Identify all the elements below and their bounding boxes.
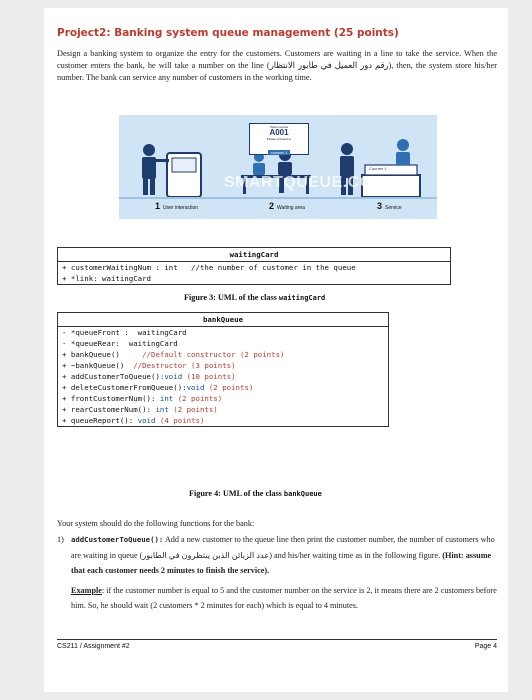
uml-row: - *queueRear: waitingCard: [62, 339, 178, 348]
uml-row: + frontCustomerNum(): int (2 points): [62, 394, 223, 403]
uml-row: + bankQueue() //Default constructor (2 points): [62, 350, 285, 359]
uml-class-name: waitingCard: [58, 248, 450, 262]
queue-illustration: [119, 115, 437, 219]
uml-row: + rearCustomerNum(): int (2 points): [62, 405, 218, 414]
uml-waitingcard: [57, 247, 451, 285]
arabic-term: رقم دور العميل في طابور الانتظار: [269, 61, 389, 70]
uml-row: + addCustomerToQueue():void (10 points): [62, 372, 236, 381]
uml-class-name: bankQueue: [58, 313, 388, 327]
figure-4-caption: Figure 4: UML of the class bankQueue: [189, 489, 322, 498]
ticket-display: Ticket number A001 Please proceed to counter 1: [249, 123, 309, 155]
step-1-label: 1 User interaction: [155, 201, 199, 211]
intro-paragraph: Design a banking system to organize the entry for the customers. Customers are waiting in a line to take the service. When the customer enters the bank, he will take a number on the line (رقم دور العميل في طابور الانتظار), then, the system store his/her number. The bank can service any number of customers in the working time.: [57, 49, 497, 82]
uml-row: - *queueFront : waitingCard: [62, 328, 187, 337]
uml-row: + ~bankQueue() //Destructor (3 points): [62, 361, 236, 370]
functions-intro: Your system should do the following functions for the bank:: [57, 519, 255, 528]
uml-row: + *link: waitingCard: [62, 274, 151, 283]
project-title: Project2: Banking system queue management (25 points): [57, 27, 399, 39]
step-2-label: 2 Waiting area: [269, 201, 305, 211]
uml-row: + customerWaitingNum : int //the number of customer in the queue: [62, 263, 356, 272]
watermark: SMARTQUEUE.COM.AU: [224, 174, 416, 191]
course-label: CS211 / Assignment #2: [57, 643, 130, 650]
arabic-term: عدد الزبائن الذين ينتظرون في الطابور: [142, 550, 270, 560]
uml-bankqueue: [57, 312, 389, 427]
figure-3-caption: Figure 3: UML of the class waitingCard: [184, 293, 326, 302]
page-number: Page 4: [474, 643, 497, 650]
function-item-1: 1) addCustomerToQueue(): Add a new customer to the queue line then print the customer number, the number of customers who are waiting in queue (عدد الزبائن الذين ينتظرون في الطابور) and his/her waiting time as in the following figure. (Hint: assume that each customer needs 2 minutes to finish the service). Example: if the customer number is equal to 5 and the customer number on the service is 2, it means there are 2 customers before him. So, he should wait (2 customers * 2 minutes for each) which is equal to 4 minutes.: [57, 532, 497, 614]
step-3-label: 3 Service: [377, 201, 402, 211]
counter-label: Counter 1: [369, 166, 387, 171]
example-paragraph: Example: if the customer number is equal to 5 and the customer number on the service is 2, it means there are 2 customers before him. So, he should wait (2 customers * 2 minutes for each) which is equal to 4 minutes.: [71, 585, 497, 610]
uml-row: + queueReport(): void (4 points): [62, 416, 205, 425]
document-page: [44, 8, 508, 692]
page-footer: [57, 639, 497, 650]
uml-row: + deleteCustomerFromQueue():void (2 points): [62, 383, 254, 392]
